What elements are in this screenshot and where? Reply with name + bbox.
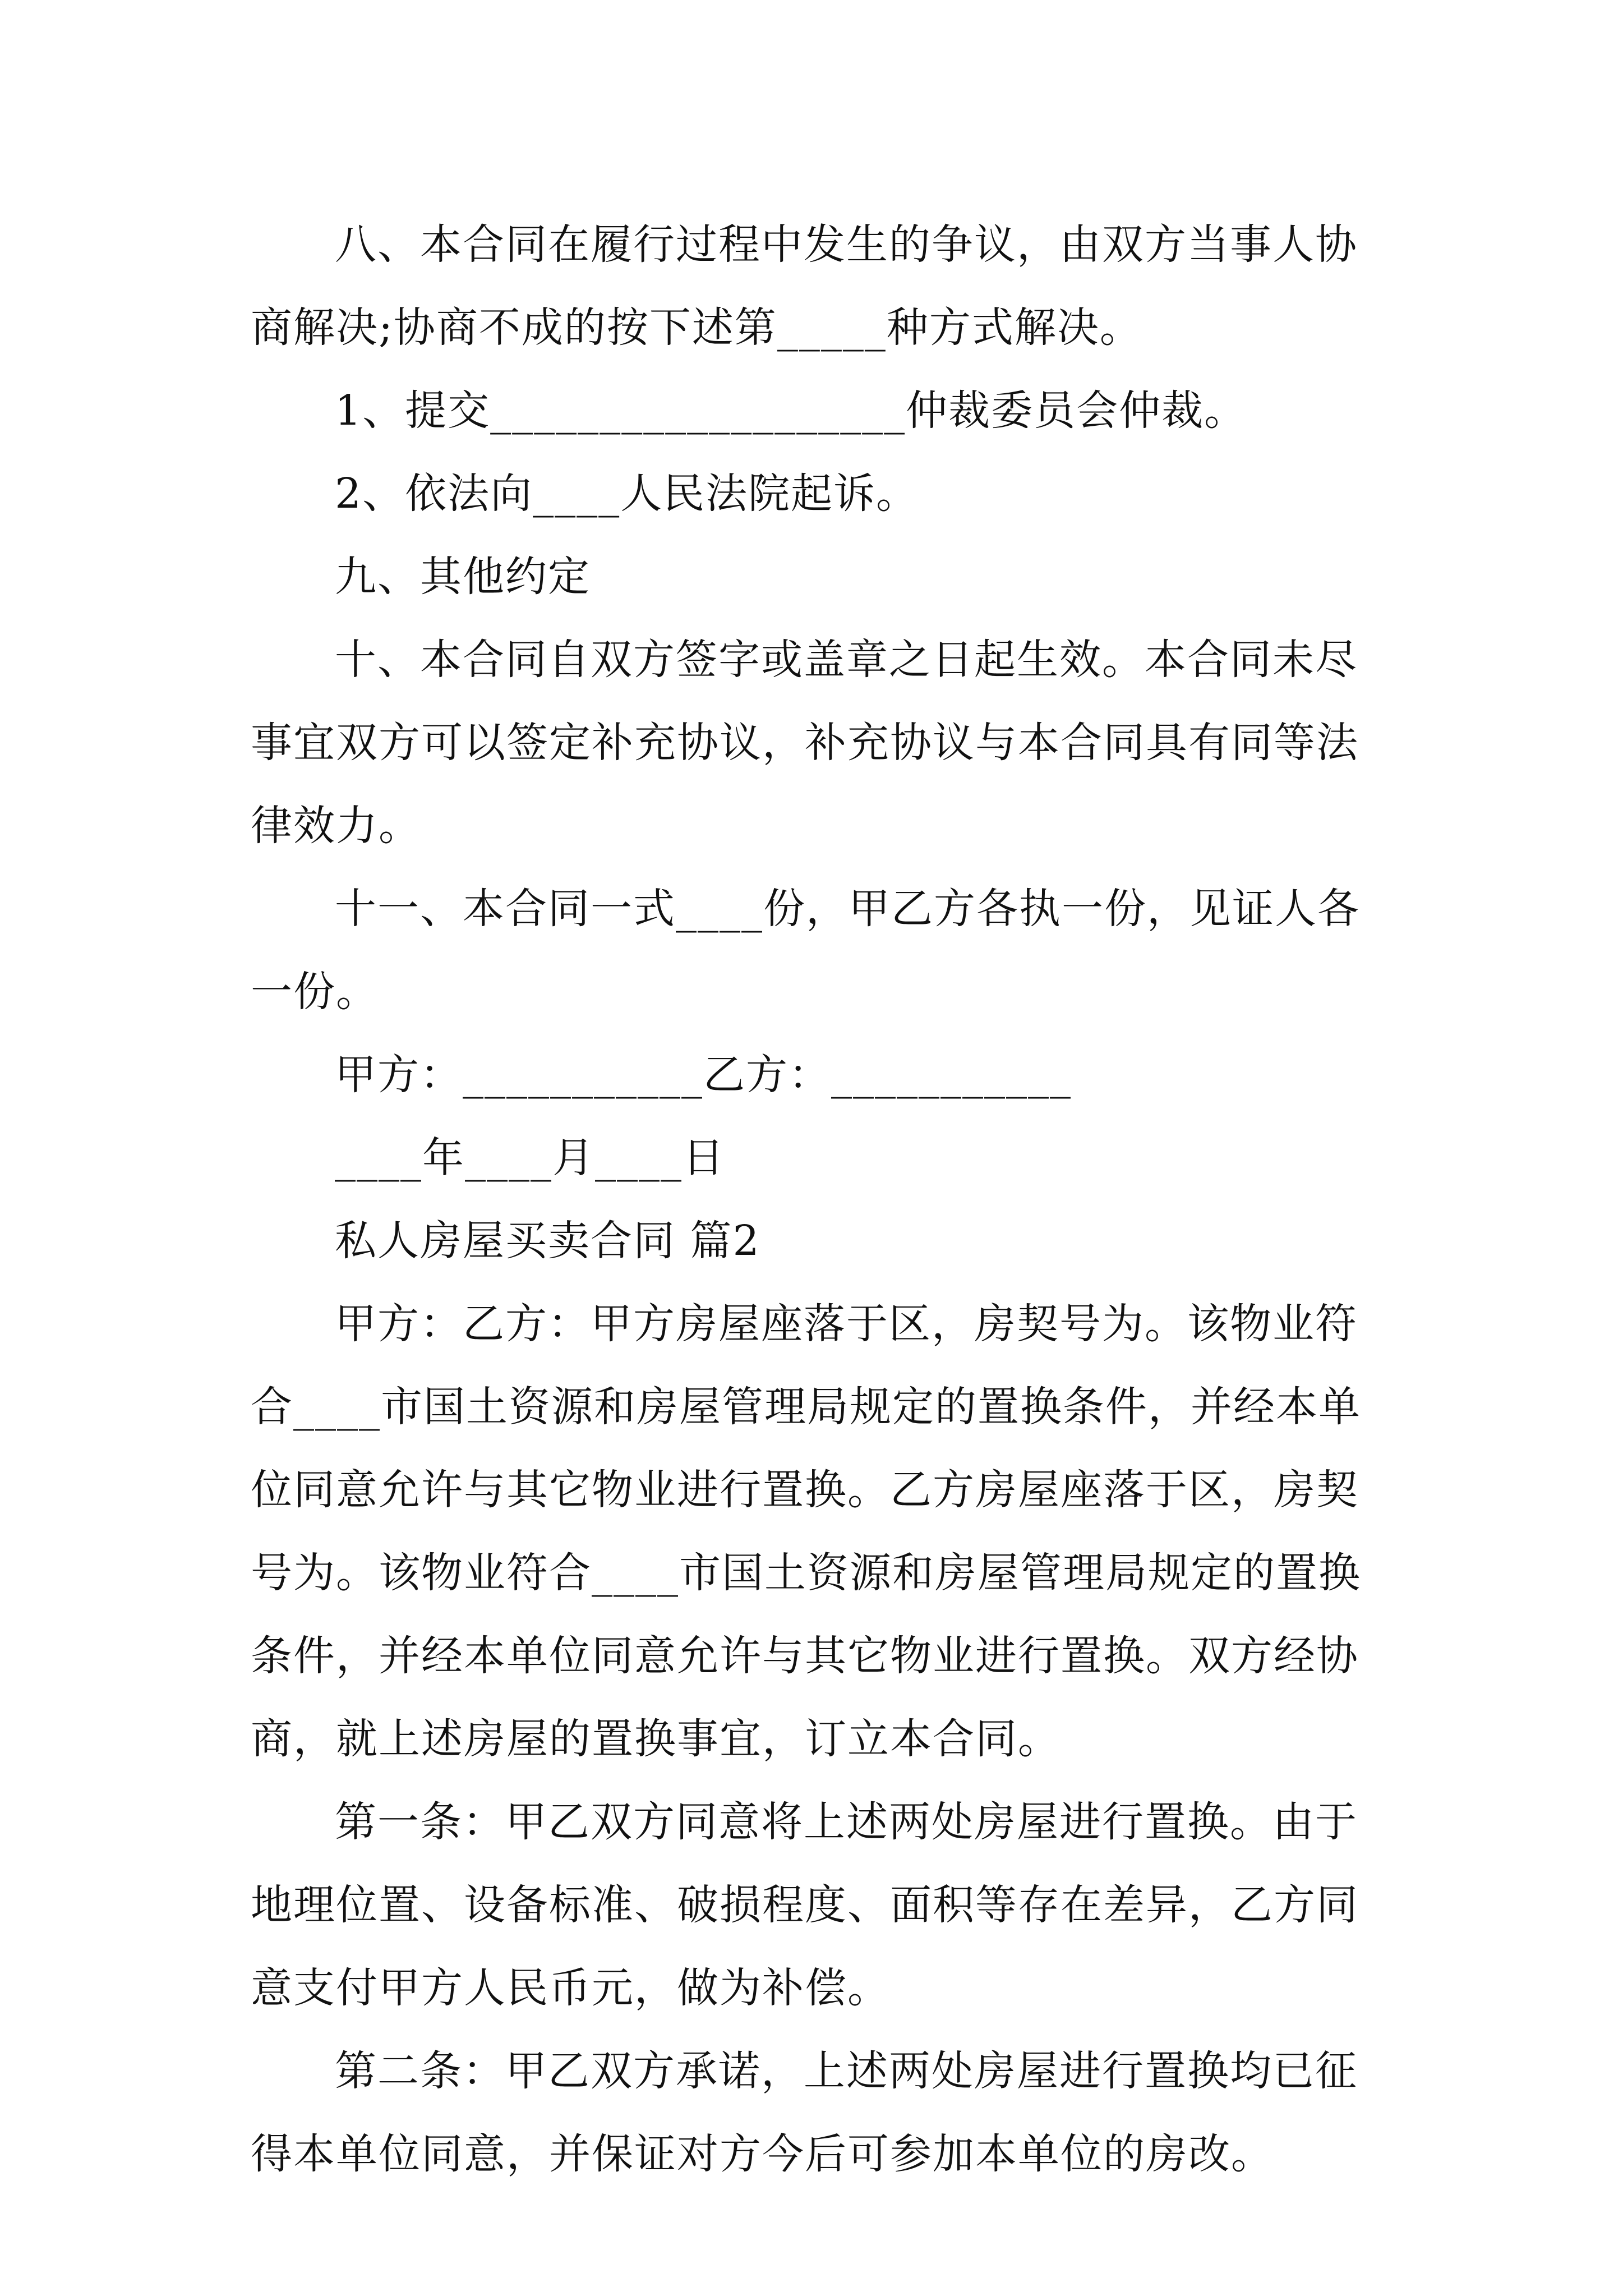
signature-date: ____年____月____日 <box>335 1134 725 1182</box>
preamble-line-5: 条件，并经本单位同意允许与其它物业进行置换。双方经协 <box>251 1632 1359 1680</box>
clause-8-line-1: 八、本合同在履行过程中发生的争议，由双方当事人协 <box>335 220 1358 269</box>
clause-8-line-2: 商解决;协商不成的按下述第_____种方式解决。 <box>251 303 1142 352</box>
preamble-line-2: 合____市国土资源和房屋管理局规定的置换条件，并经本单 <box>251 1383 1361 1431</box>
article-1-line-2: 地理位置、设备标准、破损程度、面积等存在差异，乙方同 <box>251 1881 1359 1929</box>
document-body <box>251 203 1378 2196</box>
signature-parties: 甲方：___________乙方：___________ <box>335 1051 1072 1099</box>
preamble-line-1: 甲方：乙方：甲方房屋座落于区，房契号为。该物业符 <box>335 1300 1358 1348</box>
option-court: 2、依法向____人民法院起诉。 <box>335 470 919 518</box>
article-2-line-2: 得本单位同意，并保证对方今后可参加本单位的房改。 <box>251 2130 1274 2178</box>
option-arbitration: 1、提交___________________仲裁委员会仲裁。 <box>335 386 1247 435</box>
section-title: 私人房屋买卖合同 篇2 <box>335 1217 760 1265</box>
article-2-line-1: 第二条：甲乙双方承诺，上述两处房屋进行置换均已征 <box>335 2047 1358 2095</box>
clause-10-line-3: 律效力。 <box>251 802 421 850</box>
preamble-line-6: 商，就上述房屋的置换事宜，订立本合同。 <box>251 1715 1061 1763</box>
preamble-line-4: 号为。该物业符合____市国土资源和房屋管理局规定的置换 <box>251 1549 1361 1597</box>
clause-10-line-1: 十、本合同自双方签字或盖章之日起生效。本合同未尽 <box>335 636 1358 684</box>
clause-11-line-2: 一份。 <box>251 968 379 1016</box>
article-1-line-3: 意支付甲方人民币元，做为补偿。 <box>251 1964 890 2012</box>
clause-10-line-2: 事宜双方可以签定补充协议，补充协议与本合同具有同等法 <box>251 719 1359 767</box>
article-1-line-1: 第一条：甲乙双方同意将上述两处房屋进行置换。由于 <box>335 1798 1358 1846</box>
clause-9: 九、其他约定 <box>335 553 591 601</box>
preamble-line-3: 位同意允许与其它物业进行置换。乙方房屋座落于区，房契 <box>251 1466 1359 1514</box>
clause-11-line-1: 十一、本合同一式____份，甲乙方各执一份，见证人各 <box>335 885 1360 933</box>
